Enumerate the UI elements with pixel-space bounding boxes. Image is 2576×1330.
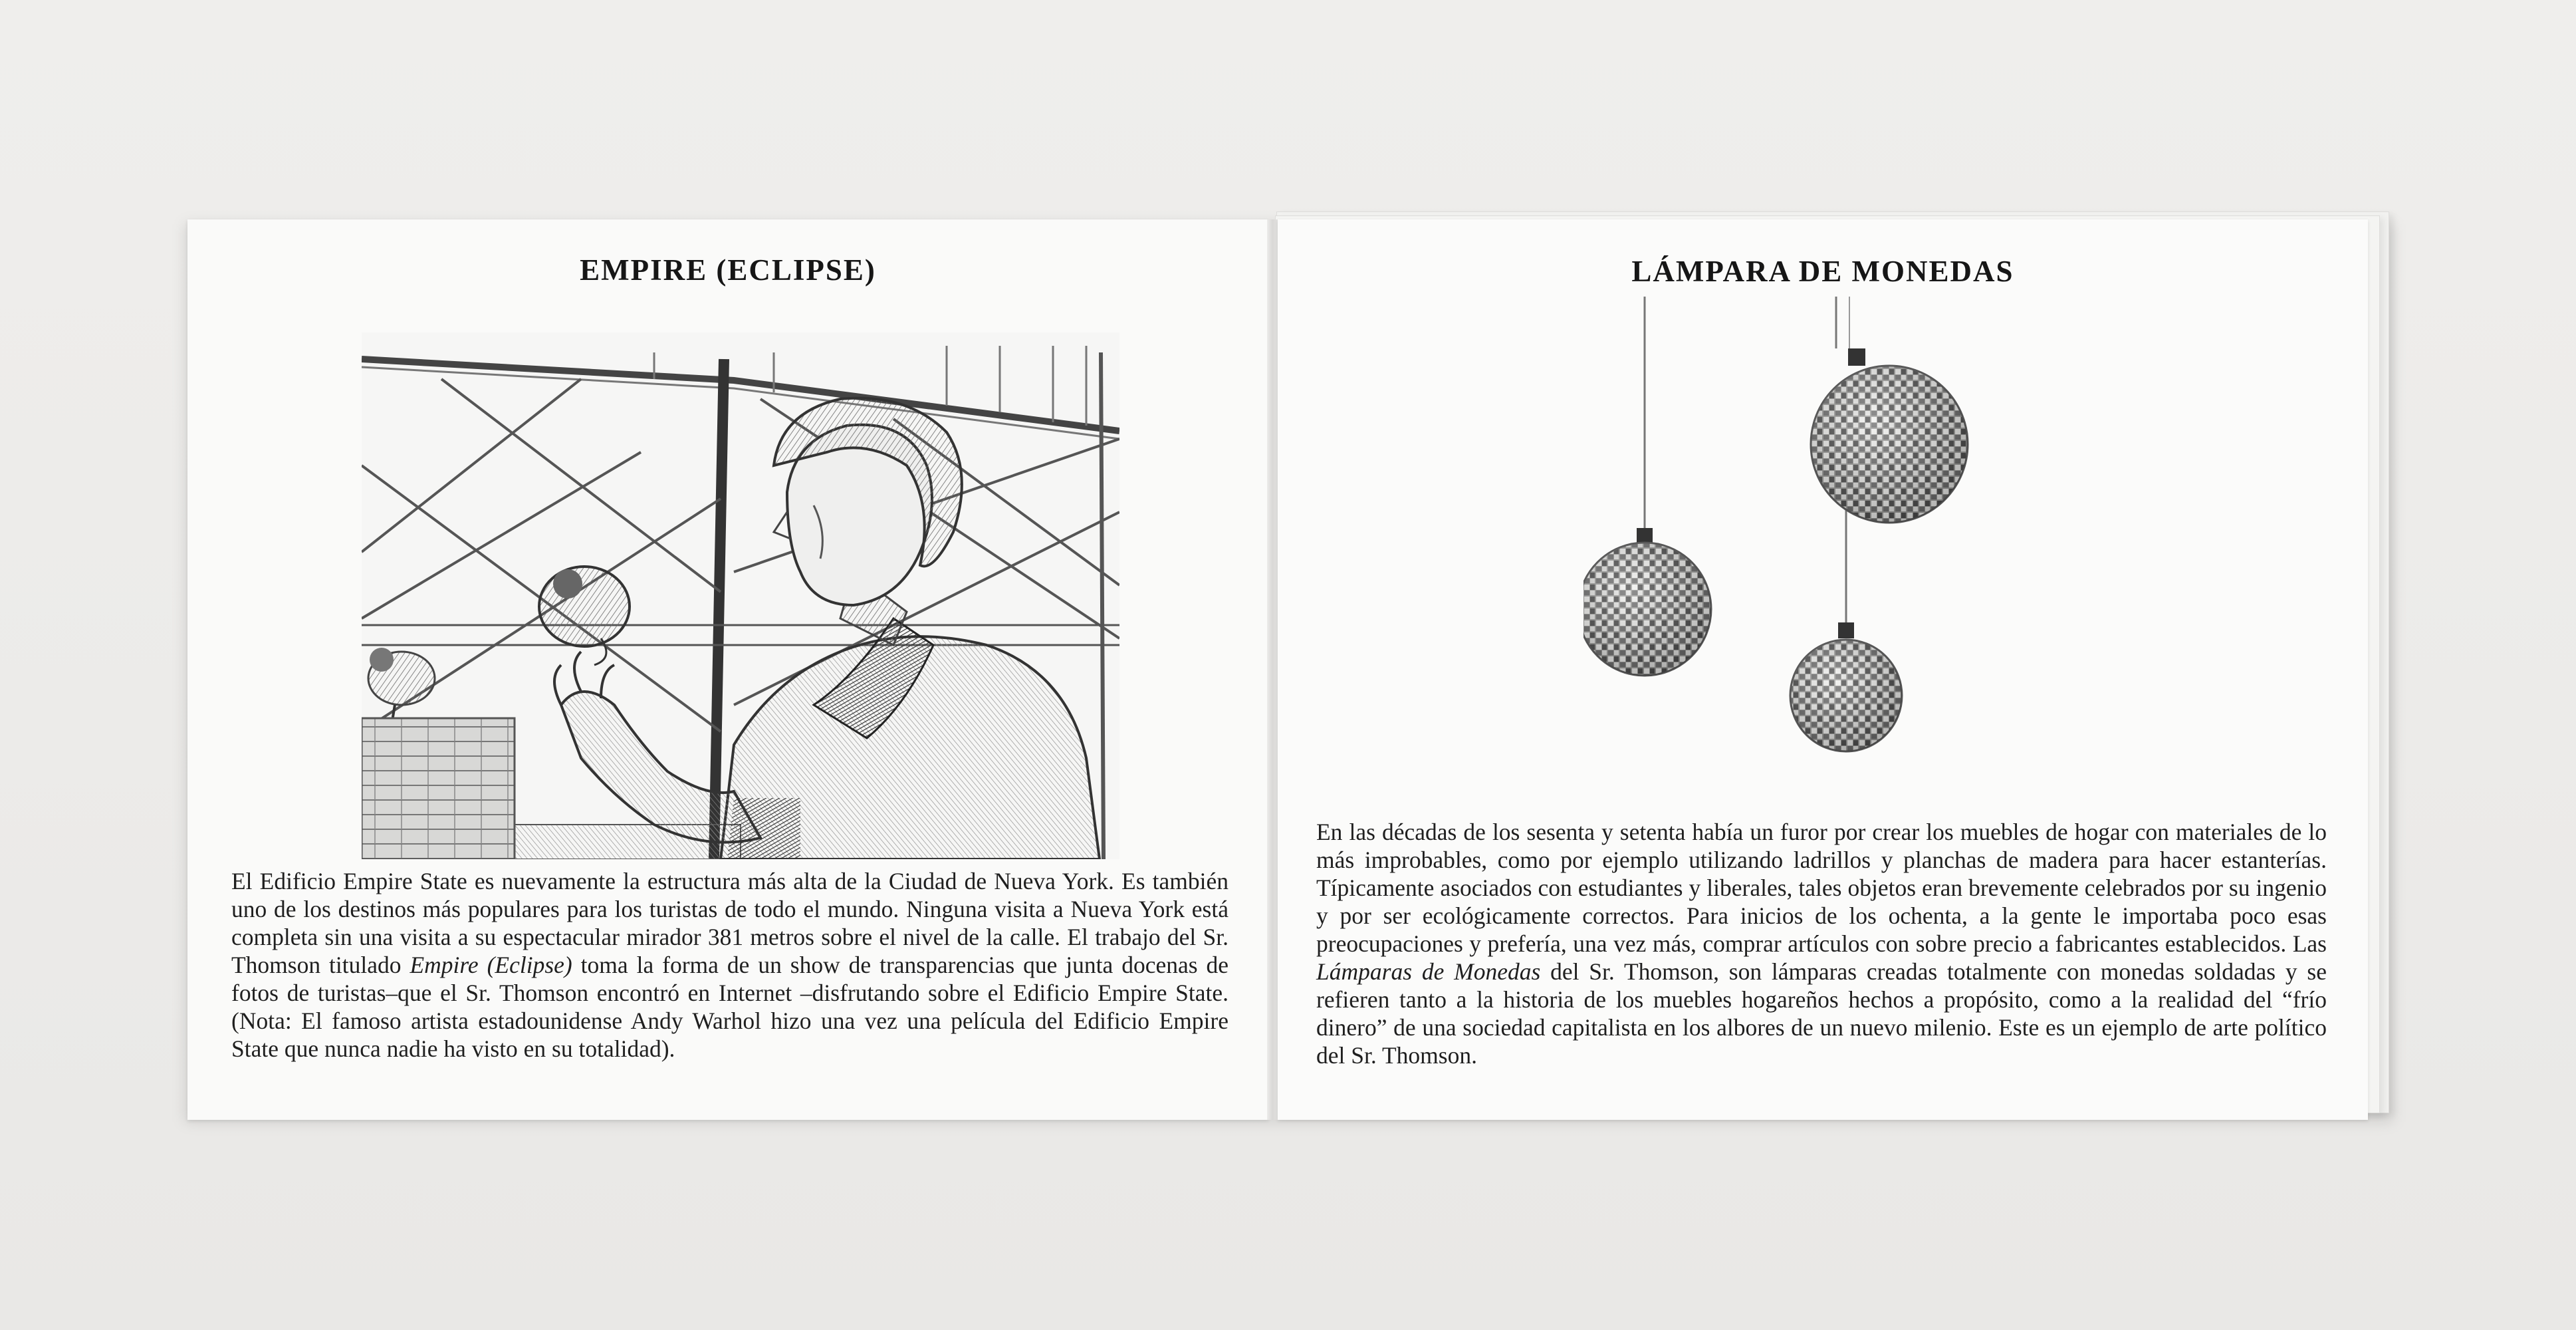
left-body-artwork-title: Empire (Eclipse)	[410, 952, 572, 978]
right-page	[1278, 219, 2368, 1120]
right-page-title: LÁMPARA DE MONEDAS	[1631, 255, 2014, 288]
left-page-body	[231, 867, 1229, 1063]
empire-sketch-illustration	[362, 332, 1119, 859]
left-page-title: EMPIRE (ECLIPSE)	[580, 253, 876, 287]
left-body-part2: toma la forma de un show de transparencias que junta docenas de fotos de turistas–que el Sr. Thomson encontró en Internet –disfrutando sobre el Edificio Empire State. (Nota: El famoso artista estadounidense Andy Warhol hizo una vez una película del Edificio Empire State que nunca nadie ha visto en su totalidad).	[231, 952, 1229, 1062]
right-page-body	[1316, 818, 2327, 1069]
right-body-artwork-title: Lámparas de Monedas	[1316, 958, 1541, 985]
right-body-part2: del Sr. Thomson, son lámparas creadas totalmente con monedas soldadas y se refieren tanto a la historia de los muebles hogareños hechos a propósito, como a la realidad del “frío dinero” de una sociedad capitalista en los albores de un nuevo milenio. Este es un ejemplo de arte político del Sr. Thomson.	[1316, 958, 2327, 1069]
coin-lamps-illustration	[1583, 297, 2062, 829]
left-page	[187, 219, 1268, 1120]
right-body-part1: En las décadas de los sesenta y setenta había un furor por crear los muebles de hogar con materiales de lo más improbables, como por ejemplo utilizando ladrillos y planchas de madera para hacer estanterías. Típicamente asociados con estudiantes y liberales, tales objetos eran brevemente celebrados por su ingenio y por ser ecológicamente correctos. Para inicios de los ochenta, a la gente le importaba poco esas preocupaciones y prefería, una vez más, comprar artículos con sobre precio a fabricantes establecidos. Las	[1316, 819, 2327, 957]
left-body-part1: El Edificio Empire State es nuevamente la estructura más alta de la Ciudad de Nueva York. Es también uno de los destinos más populares para los turistas de todo el mundo. Ninguna visita a Nueva York está completa sin una visita a su espectacular mirador 381 metros sobre el nivel de la calle. El trabajo del Sr. Thomson titulado	[231, 868, 1229, 978]
